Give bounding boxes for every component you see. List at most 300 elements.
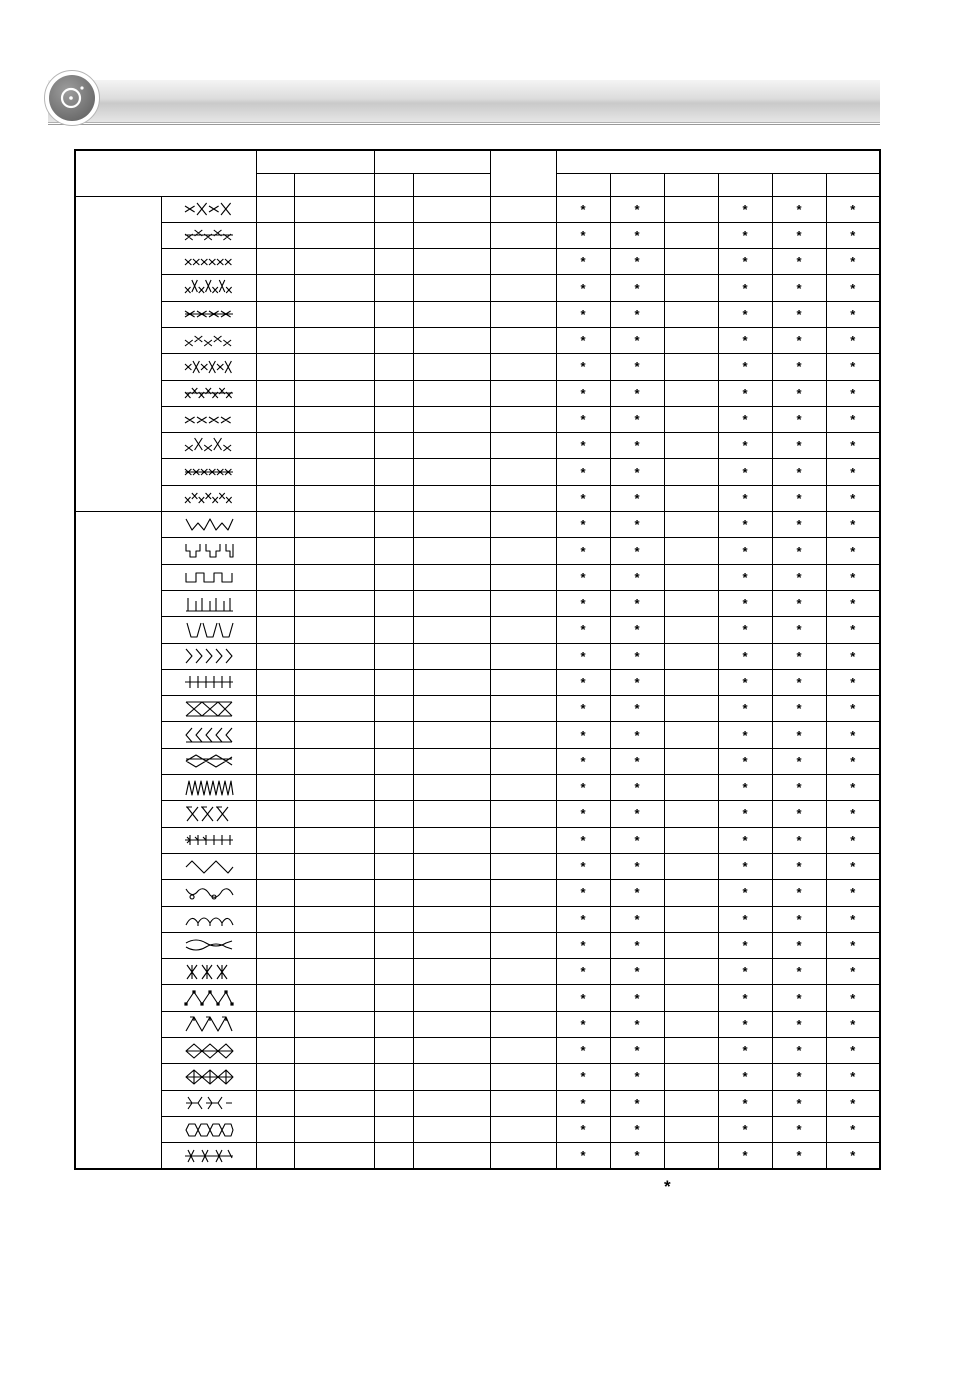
availability-cell-4: * [718,196,772,222]
availability-cell-3 [664,801,718,827]
blank-cell [374,301,413,327]
blank-cell [413,1116,490,1142]
blank-cell [490,669,556,695]
availability-cell-6: * [826,301,880,327]
blank-cell [413,485,490,511]
availability-cell-4: * [718,406,772,432]
blank-cell [294,827,374,853]
blank-cell [490,275,556,301]
blank-cell [256,433,294,459]
availability-cell-5: * [772,748,826,774]
availability-cell-5: * [772,880,826,906]
blank-cell [374,722,413,748]
availability-cell-6: * [826,1116,880,1142]
availability-cell-6: * [826,1038,880,1064]
availability-cell-2: * [610,249,664,275]
blank-cell [413,380,490,406]
table-row [75,932,880,958]
availability-cell-1: * [556,1011,610,1037]
availability-cell-4: * [718,643,772,669]
blank-cell [413,327,490,353]
blank-cell [374,827,413,853]
blank-cell [490,538,556,564]
table-row [75,222,880,248]
availability-cell-1: * [556,406,610,432]
availability-cell-1: * [556,1116,610,1142]
availability-cell-5: * [772,775,826,801]
blank-cell [294,406,374,432]
availability-cell-5: * [772,906,826,932]
blank-cell [374,380,413,406]
blank-cell [294,196,374,222]
availability-cell-5: * [772,196,826,222]
blank-cell [490,512,556,538]
availability-cell-5: * [772,722,826,748]
stitch-pattern-cell [161,222,256,248]
blank-cell [294,275,374,301]
availability-cell-6: * [826,880,880,906]
availability-cell-4: * [718,722,772,748]
blank-cell [294,512,374,538]
table-row [75,301,880,327]
branch-stitch-icon [184,1093,234,1113]
blank-cell [490,327,556,353]
blank-cell [294,696,374,722]
availability-cell-4: * [718,249,772,275]
blank-cell [413,564,490,590]
availability-cell-5: * [772,459,826,485]
header-sub-9 [772,173,826,196]
availability-cell-2: * [610,1090,664,1116]
blank-cell [256,590,294,616]
blank-cell [490,696,556,722]
availability-cell-6: * [826,1064,880,1090]
blank-cell [413,959,490,985]
stitch-pattern-cell [161,985,256,1011]
availability-cell-5: * [772,801,826,827]
availability-cell-2: * [610,354,664,380]
table-row [75,354,880,380]
blank-cell [490,406,556,432]
availability-cell-4: * [718,222,772,248]
availability-cell-5: * [772,1143,826,1169]
cross-stitch-icon [184,357,234,377]
table-row [75,985,880,1011]
blank-cell [294,1143,374,1169]
group-b-label-cell [75,512,161,1169]
header-sub-4 [413,173,490,196]
stitch-pattern-cell [161,801,256,827]
availability-cell-6: * [826,696,880,722]
u-wave-stitch-icon [184,620,234,640]
blank-cell [413,249,490,275]
availability-cell-1: * [556,617,610,643]
availability-cell-3 [664,433,718,459]
availability-cell-1: * [556,327,610,353]
comb-stitch-icon [184,594,234,614]
stitch-pattern-cell [161,959,256,985]
availability-cell-3 [664,880,718,906]
header-sub-6 [610,173,664,196]
blank-cell [413,880,490,906]
availability-cell-4: * [718,380,772,406]
header-sub-5 [556,173,610,196]
blank-cell [490,1038,556,1064]
availability-cell-3 [664,1038,718,1064]
blank-cell [374,932,413,958]
tick-line-stitch-icon [184,672,234,692]
blank-cell [256,959,294,985]
blank-cell [256,669,294,695]
blank-cell [374,1064,413,1090]
availability-cell-1: * [556,512,610,538]
blank-cell [294,985,374,1011]
chevron-stitch-icon [184,646,234,666]
availability-cell-1: * [556,775,610,801]
availability-cell-3 [664,538,718,564]
step-wave-stitch-icon [184,541,234,561]
stitch-pattern-cell [161,275,256,301]
star-chain-stitch-icon [184,1146,234,1166]
header-sub-7 [664,173,718,196]
blank-cell [374,617,413,643]
cross-stitch-icon [184,252,234,272]
availability-cell-5: * [772,669,826,695]
blank-cell [294,564,374,590]
availability-cell-2: * [610,959,664,985]
availability-cell-6: * [826,406,880,432]
blank-cell [256,512,294,538]
availability-cell-4: * [718,275,772,301]
blank-cell [374,906,413,932]
blank-cell [374,669,413,695]
stitch-pattern-cell [161,590,256,616]
stitch-pattern-cell [161,485,256,511]
blank-cell [374,354,413,380]
blank-cell [413,853,490,879]
loop-wave-stitch-icon [184,883,234,903]
blank-cell [413,406,490,432]
availability-cell-4: * [718,801,772,827]
availability-cell-2: * [610,459,664,485]
table-row [75,1090,880,1116]
blank-cell [294,959,374,985]
diamond-cross-stitch-icon [184,1067,234,1087]
square-wave-stitch-icon [184,567,234,587]
blank-cell [413,748,490,774]
blank-cell [374,538,413,564]
availability-cell-1: * [556,801,610,827]
blank-cell [374,696,413,722]
availability-cell-1: * [556,301,610,327]
blank-cell [256,748,294,774]
diamond-chain-stitch-icon [184,857,234,877]
blank-cell [374,1090,413,1116]
blank-cell [413,301,490,327]
blank-cell [374,775,413,801]
availability-cell-4: * [718,512,772,538]
availability-cell-4: * [718,827,772,853]
table-row [75,696,880,722]
blank-cell [490,801,556,827]
availability-cell-6: * [826,985,880,1011]
availability-cell-6: * [826,722,880,748]
availability-cell-3 [664,1064,718,1090]
availability-cell-4: * [718,985,772,1011]
availability-cell-4: * [718,301,772,327]
availability-cell-2: * [610,538,664,564]
blank-cell [490,853,556,879]
availability-cell-5: * [772,301,826,327]
availability-cell-6: * [826,590,880,616]
blank-cell [490,1116,556,1142]
blank-cell [413,722,490,748]
availability-cell-5: * [772,354,826,380]
blank-cell [294,853,374,879]
table-row [75,643,880,669]
availability-cell-4: * [718,1090,772,1116]
blank-cell [294,1038,374,1064]
header-group-3 [556,150,880,173]
blank-cell [490,932,556,958]
blank-cell [413,275,490,301]
availability-cell-5: * [772,1090,826,1116]
availability-cell-3 [664,564,718,590]
availability-cell-2: * [610,775,664,801]
blank-cell [294,380,374,406]
x-arrow-stitch-icon [184,804,234,824]
blank-cell [294,748,374,774]
availability-cell-4: * [718,485,772,511]
blank-cell [256,696,294,722]
cross-stitch-icon [184,488,234,508]
availability-cell-1: * [556,722,610,748]
availability-cell-6: * [826,669,880,695]
blank-cell [294,590,374,616]
stitch-pattern-cell [161,433,256,459]
availability-cell-6: * [826,906,880,932]
blank-cell [374,222,413,248]
dot-zigzag-stitch-icon [184,988,234,1008]
blank-cell [490,196,556,222]
blank-cell [413,1143,490,1169]
stitch-pattern-cell [161,906,256,932]
v-wave-stitch-icon [184,515,234,535]
availability-cell-2: * [610,906,664,932]
blank-cell [374,275,413,301]
availability-cell-2: * [610,275,664,301]
availability-cell-4: * [718,1038,772,1064]
blank-cell [413,1038,490,1064]
table-row [75,327,880,353]
cross-stitch-icon [184,462,234,482]
availability-cell-1: * [556,590,610,616]
blank-cell [374,249,413,275]
availability-cell-1: * [556,985,610,1011]
stitch-pattern-cell [161,406,256,432]
availability-cell-3 [664,643,718,669]
availability-cell-4: * [718,433,772,459]
blank-cell [294,538,374,564]
availability-cell-5: * [772,1011,826,1037]
availability-cell-3 [664,748,718,774]
availability-cell-6: * [826,196,880,222]
table-row [75,512,880,538]
availability-cell-2: * [610,985,664,1011]
table-row [75,801,880,827]
availability-cell-5: * [772,485,826,511]
blank-cell [256,775,294,801]
blank-cell [374,1038,413,1064]
availability-cell-5: * [772,590,826,616]
blank-cell [490,1143,556,1169]
availability-cell-2: * [610,617,664,643]
availability-cell-6: * [826,959,880,985]
blank-cell [374,459,413,485]
stitch-pattern-cell [161,354,256,380]
blank-cell [294,1090,374,1116]
availability-cell-4: * [718,617,772,643]
availability-cell-4: * [718,590,772,616]
availability-cell-5: * [772,538,826,564]
table-row [75,590,880,616]
availability-cell-3 [664,196,718,222]
table-row [75,249,880,275]
availability-cell-3 [664,406,718,432]
blank-cell [374,485,413,511]
blank-cell [294,932,374,958]
blank-cell [374,880,413,906]
section-header-band [48,80,880,123]
table-row [75,959,880,985]
blank-cell [374,406,413,432]
availability-cell-1: * [556,827,610,853]
blank-cell [294,722,374,748]
availability-cell-4: * [718,459,772,485]
availability-cell-1: * [556,906,610,932]
blank-cell [374,985,413,1011]
availability-cell-6: * [826,485,880,511]
blank-cell [374,853,413,879]
table-row [75,406,880,432]
blank-cell [256,380,294,406]
availability-cell-5: * [772,853,826,879]
availability-cell-5: * [772,275,826,301]
blank-cell [413,827,490,853]
availability-cell-3 [664,722,718,748]
availability-cell-5: * [772,433,826,459]
availability-cell-2: * [610,564,664,590]
table-row [75,564,880,590]
blank-cell [294,669,374,695]
blank-cell [294,1064,374,1090]
availability-cell-2: * [610,1038,664,1064]
header-sub-2 [294,173,374,196]
availability-cell-4: * [718,354,772,380]
blank-cell [256,1090,294,1116]
table-row [75,1143,880,1169]
blank-cell [413,222,490,248]
blank-cell [256,853,294,879]
stitch-pattern-cell [161,512,256,538]
availability-cell-6: * [826,932,880,958]
availability-cell-5: * [772,249,826,275]
availability-cell-4: * [718,853,772,879]
table-row [75,275,880,301]
availability-cell-3 [664,485,718,511]
availability-cell-6: * [826,1090,880,1116]
table-row [75,196,880,222]
availability-cell-5: * [772,617,826,643]
cross-stitch-icon [184,304,234,324]
plus-chain-stitch-icon [184,830,234,850]
table-row [75,853,880,879]
availability-cell-6: * [826,512,880,538]
blank-cell [490,485,556,511]
availability-cell-5: * [772,1116,826,1142]
availability-cell-2: * [610,669,664,695]
blank-cell [413,354,490,380]
stitch-pattern-cell [161,827,256,853]
blank-cell [413,433,490,459]
table-row [75,775,880,801]
blank-cell [413,1064,490,1090]
blank-cell [490,459,556,485]
blank-cell [490,827,556,853]
availability-cell-4: * [718,1011,772,1037]
availability-cell-2: * [610,485,664,511]
availability-cell-5: * [772,643,826,669]
blank-cell [294,801,374,827]
stitch-pattern-cell [161,669,256,695]
blank-cell [490,959,556,985]
table-row [75,906,880,932]
blank-cell [413,669,490,695]
blank-cell [490,643,556,669]
stitch-pattern-cell [161,696,256,722]
availability-cell-6: * [826,853,880,879]
availability-cell-6: * [826,433,880,459]
table-row [75,380,880,406]
blank-cell [374,959,413,985]
slash-band-stitch-icon [184,725,234,745]
availability-cell-3 [664,775,718,801]
footnote-symbol: * [664,1177,671,1196]
availability-cell-1: * [556,222,610,248]
availability-cell-5: * [772,512,826,538]
blank-cell [256,985,294,1011]
availability-cell-4: * [718,959,772,985]
availability-cell-5: * [772,380,826,406]
blank-cell [374,564,413,590]
availability-cell-3 [664,959,718,985]
stitch-pattern-cell [161,853,256,879]
stitch-pattern-cell [161,1011,256,1037]
header-single [490,150,556,196]
availability-cell-2: * [610,433,664,459]
availability-cell-2: * [610,406,664,432]
blank-cell [413,906,490,932]
cross-stitch-icon [184,436,234,456]
x-band-stitch-icon [184,699,234,719]
cross-stitch-icon [184,331,234,351]
blank-cell [256,722,294,748]
blank-cell [294,617,374,643]
availability-cell-3 [664,1090,718,1116]
stitch-pattern-cell [161,1090,256,1116]
table-row [75,669,880,695]
availability-cell-2: * [610,1011,664,1037]
